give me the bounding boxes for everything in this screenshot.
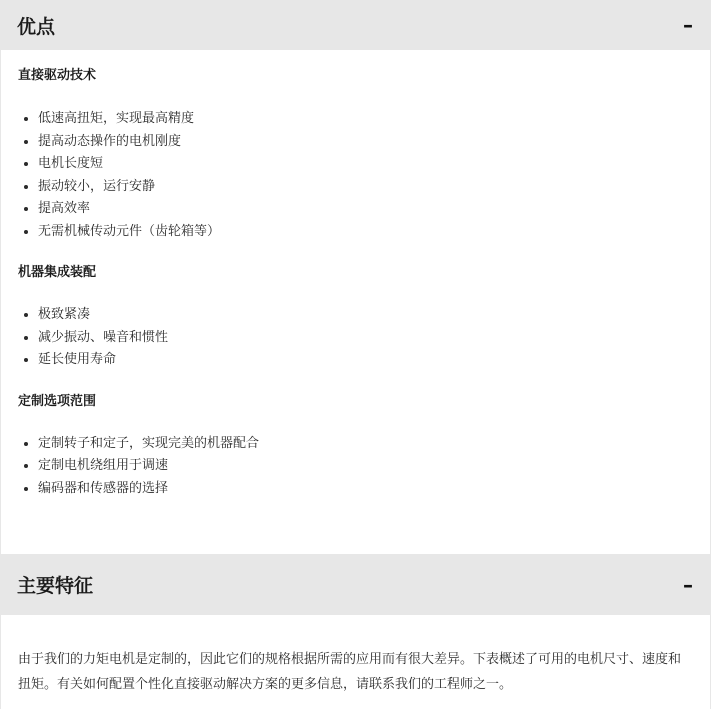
features-header[interactable] [0,554,711,615]
features-panel [0,554,711,709]
list-item: • 延长使用寿命 [38,349,693,372]
list-item: • 低速高扭矩，实现最高精度 [38,108,693,131]
collapse-icon[interactable]: – [683,13,693,37]
list-item: • 提高效率 [38,198,693,221]
features-body [0,615,711,709]
list-item: • 无需机械传动元件（齿轮箱等） [38,221,693,244]
advantages-body [0,50,711,554]
list-item: • 电机长度短 [38,153,693,176]
advantages-header[interactable] [0,0,711,50]
section-heading-custom-options: 定制选项范围 [18,393,97,409]
custom-options-list [18,433,693,501]
integration-list [18,304,693,372]
list-item: • 振动较小，运行安静 [38,176,693,199]
collapse-icon[interactable]: – [683,572,693,597]
list-item: • 减少振动、噪音和惯性 [38,327,693,350]
list-item: • 极致紧凑 [38,304,693,327]
section-heading-integration: 机器集成装配 [18,265,97,280]
section-heading-direct-drive: 直接驱动技术 [18,68,97,83]
list-item: • 定制转子和定子，实现完美的机器配合 [38,433,693,456]
direct-drive-list [18,108,693,243]
features-title: 主要特征 [17,575,94,597]
features-description: 由于我们的力矩电机是定制的，因此它们的规格根据所需的应用而有很大差异。下表概述了可用的电机尺寸、速度和扭矩。有关如何配置个性化直接驱动解决方案的更多信息，请联系我们的工程师之一。 [18,652,682,692]
advantages-title: 优点 [17,15,56,38]
list-item: • 提高动态操作的电机刚度 [38,131,693,154]
list-item: • 编码器和传感器的选择 [38,478,693,501]
list-item: • 定制电机绕组用于调速 [38,455,693,478]
